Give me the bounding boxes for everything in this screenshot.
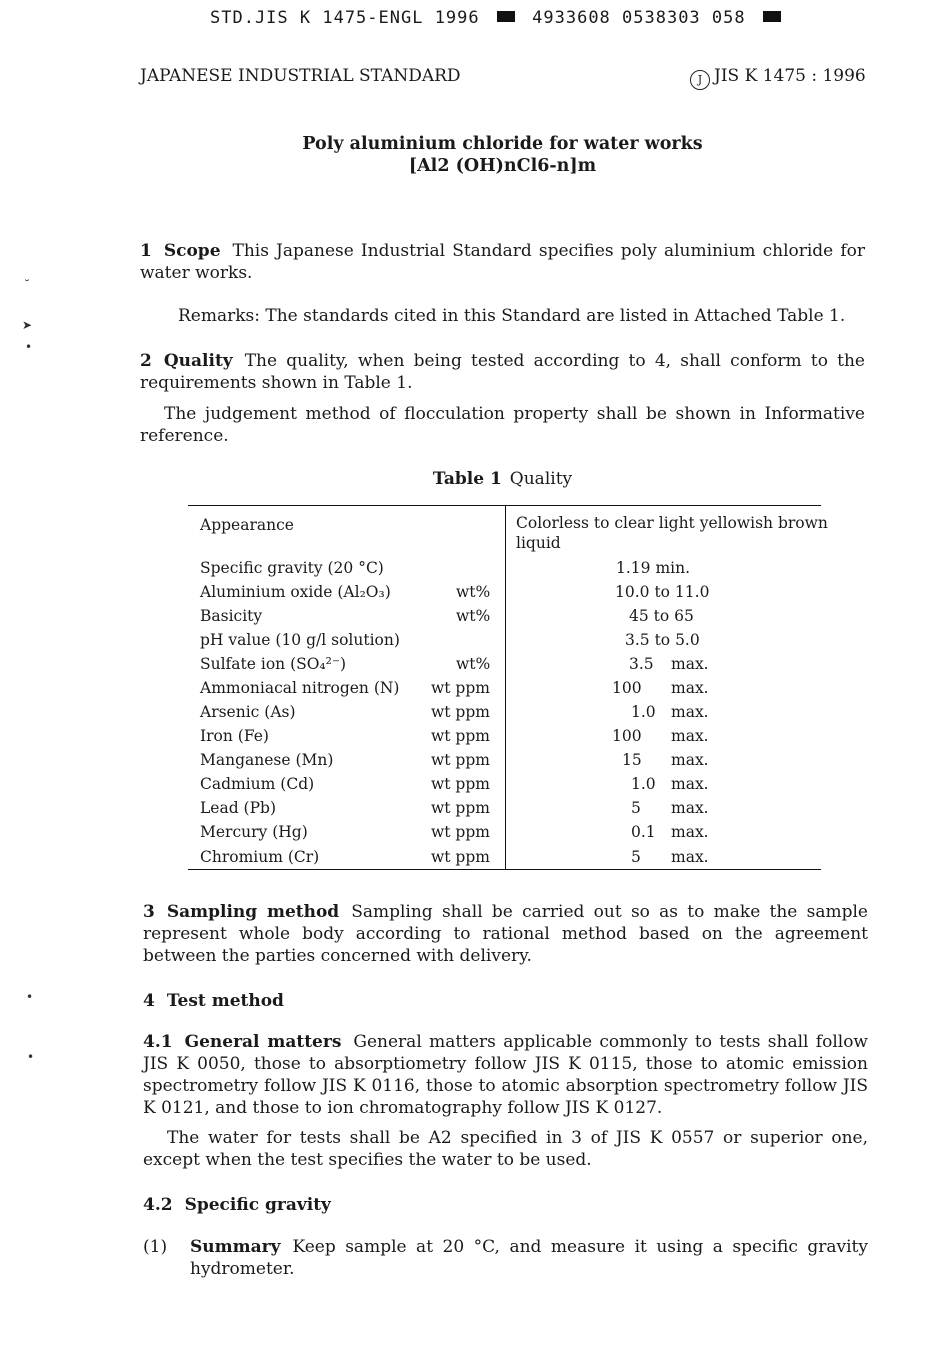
section-text: Keep sample at 20 °C, and measure it using a specific gravity hydrometer. xyxy=(190,1237,868,1279)
section-2-paragraph: The judgement method of flocculation property shall be shown in Informative reference. xyxy=(140,404,865,446)
section-2 xyxy=(140,350,865,394)
scan-stamp xyxy=(210,8,787,28)
table-cell-value: 1.19 min. xyxy=(616,559,691,577)
table-cell-item: Basicity xyxy=(200,607,263,625)
section-heading: Test method xyxy=(166,991,284,1011)
table-cell-item: Specific gravity (20 °C) xyxy=(200,559,384,577)
section-num: 4.1 xyxy=(143,1032,173,1052)
table-cell-limit: max. xyxy=(671,655,709,673)
table-cell-item: Iron (Fe) xyxy=(200,727,269,745)
remarks: Remarks: The standards cited in this Standard are listed in Attached Table 1. xyxy=(178,306,846,326)
table-cell-value: 1.0 xyxy=(631,775,656,793)
table-cell-item: Lead (Pb) xyxy=(200,799,277,817)
table-cell-item: Appearance xyxy=(200,516,294,534)
table-cell-value: liquid xyxy=(516,534,561,552)
table-cell-item: Arsenic (As) xyxy=(200,703,296,721)
section-4 xyxy=(143,990,868,1012)
table-cell-limit: max. xyxy=(671,823,709,841)
table-cell-item: pH value (10 g/l solution) xyxy=(200,631,400,649)
table-cell-limit: max. xyxy=(671,703,709,721)
section-3 xyxy=(143,901,868,967)
table-cell-unit: wt% xyxy=(456,583,491,601)
item-num: (1) xyxy=(143,1237,168,1257)
section-num: 1 xyxy=(140,241,152,261)
table-cell-unit: wt ppm xyxy=(431,679,490,697)
stamp-block-icon xyxy=(763,11,781,22)
table-cell-value: 5 xyxy=(631,799,641,817)
table-cell-unit: wt ppm xyxy=(431,727,490,745)
section-heading: Quality xyxy=(163,351,233,371)
table-cell-value: 15 xyxy=(622,751,642,769)
section-4-1 xyxy=(143,1031,868,1119)
table-cell-value: 10.0 to 11.0 xyxy=(615,583,710,601)
scan-stamp-right: 4933608 0538303 058 xyxy=(532,8,746,28)
table-cell-value: 100 xyxy=(612,679,642,697)
section-text: The quality, when being tested according to 4, shall conform to the requirements shown in Table 1. xyxy=(140,351,865,393)
table-cell-unit: wt% xyxy=(456,655,491,673)
section-4-1-paragraph: The water for tests shall be A2 specified in 3 of JIS K 0557 or superior one, except when the test specifies the water to be used. xyxy=(143,1128,868,1170)
document-title: Poly aluminium chloride for water works xyxy=(302,134,703,154)
table-cell-limit: max. xyxy=(671,848,709,866)
table-cell-limit: max. xyxy=(671,751,709,769)
scan-mark-icon: ˘ xyxy=(24,278,30,292)
table-cell-value: 3.5 xyxy=(629,655,654,673)
scan-mark-icon: • xyxy=(25,340,33,354)
section-text: Sampling shall be carried out so as to make the sample represent whole body according to rational method based on the agreement between the parties concerned with delivery. xyxy=(143,902,868,966)
section-num: 4.2 xyxy=(143,1195,173,1215)
section-num: 4 xyxy=(143,991,155,1011)
table-cell-value: Colorless to clear light yellowish brown xyxy=(516,514,828,532)
standard-number-text: JIS K 1475 : 1996 xyxy=(714,66,866,86)
standard-type: JAPANESE INDUSTRIAL STANDARD xyxy=(140,66,461,86)
table-cell-unit: wt ppm xyxy=(431,703,490,721)
table-title: Quality xyxy=(509,469,573,489)
table-cell-limit: max. xyxy=(671,799,709,817)
section-heading: Sampling method xyxy=(166,902,340,922)
table-cell-item: Mercury (Hg) xyxy=(200,823,308,841)
standard-number xyxy=(690,66,866,90)
table-cell-unit: wt% xyxy=(456,607,491,625)
table-cell-item: Sulfate ion (SO₄²⁻) xyxy=(200,655,347,673)
table-cell-unit: wt ppm xyxy=(431,799,490,817)
scan-stamp-left: STD.JIS K 1475-ENGL 1996 xyxy=(210,8,480,28)
table-cell-value: 100 xyxy=(612,727,642,745)
table-label: Table 1 xyxy=(432,469,502,489)
section-num: 3 xyxy=(143,902,155,922)
stamp-block-icon xyxy=(497,11,515,22)
table-cell-value: 1.0 xyxy=(631,703,656,721)
section-heading: Summary xyxy=(190,1237,281,1257)
table-cell-unit: wt ppm xyxy=(431,848,490,866)
section-4-2-1 xyxy=(190,1236,868,1280)
section-text: General matters applicable commonly to tests shall follow JIS K 0050, those to absorptiometry follow JIS K 0115, those to atomic emission spectrometry follow JIS K 0116, those to atomic absorption spectrometry follow JIS K 0121, and those to ion chromatography follow JIS K 0127. xyxy=(143,1032,868,1118)
scan-mark-icon: • xyxy=(27,1050,35,1064)
table-cell-value: 5 xyxy=(631,848,641,866)
section-1 xyxy=(140,240,865,284)
table-cell-item: Aluminium oxide (Al₂O₃) xyxy=(200,583,391,601)
section-num: 2 xyxy=(140,351,152,371)
table-cell-limit: max. xyxy=(671,679,709,697)
scan-arrow-icon: ➤ xyxy=(22,318,33,332)
table-cell-unit: wt ppm xyxy=(431,775,490,793)
table-cell-item: Cadmium (Cd) xyxy=(200,775,315,793)
section-heading: Scope xyxy=(163,241,221,261)
table-cell-limit: max. xyxy=(671,775,709,793)
chemical-formula: [Al2 (OH)nCl6-n]m xyxy=(408,156,597,176)
table-cell-limit: max. xyxy=(671,727,709,745)
section-text: This Japanese Industrial Standard specifies poly aluminium chloride for water works. xyxy=(140,241,865,283)
section-heading: General matters xyxy=(184,1032,342,1052)
table-cell-item: Chromium (Cr) xyxy=(200,848,320,866)
table-cell-value: 45 to 65 xyxy=(629,607,694,625)
section-4-2 xyxy=(143,1194,868,1216)
table-cell-value: 0.1 xyxy=(631,823,656,841)
table-cell-item: Ammoniacal nitrogen (N) xyxy=(200,679,400,697)
scan-mark-icon: • xyxy=(26,990,34,1004)
table-cell-item: Manganese (Mn) xyxy=(200,751,334,769)
table-caption xyxy=(0,469,950,489)
section-heading: Specific gravity xyxy=(184,1195,331,1215)
table-cell-unit: wt ppm xyxy=(431,823,490,841)
table-cell-value: 3.5 to 5.0 xyxy=(625,631,700,649)
table-cell-unit: wt ppm xyxy=(431,751,490,769)
table-divider xyxy=(505,505,506,870)
jis-mark-icon: J xyxy=(690,70,710,90)
